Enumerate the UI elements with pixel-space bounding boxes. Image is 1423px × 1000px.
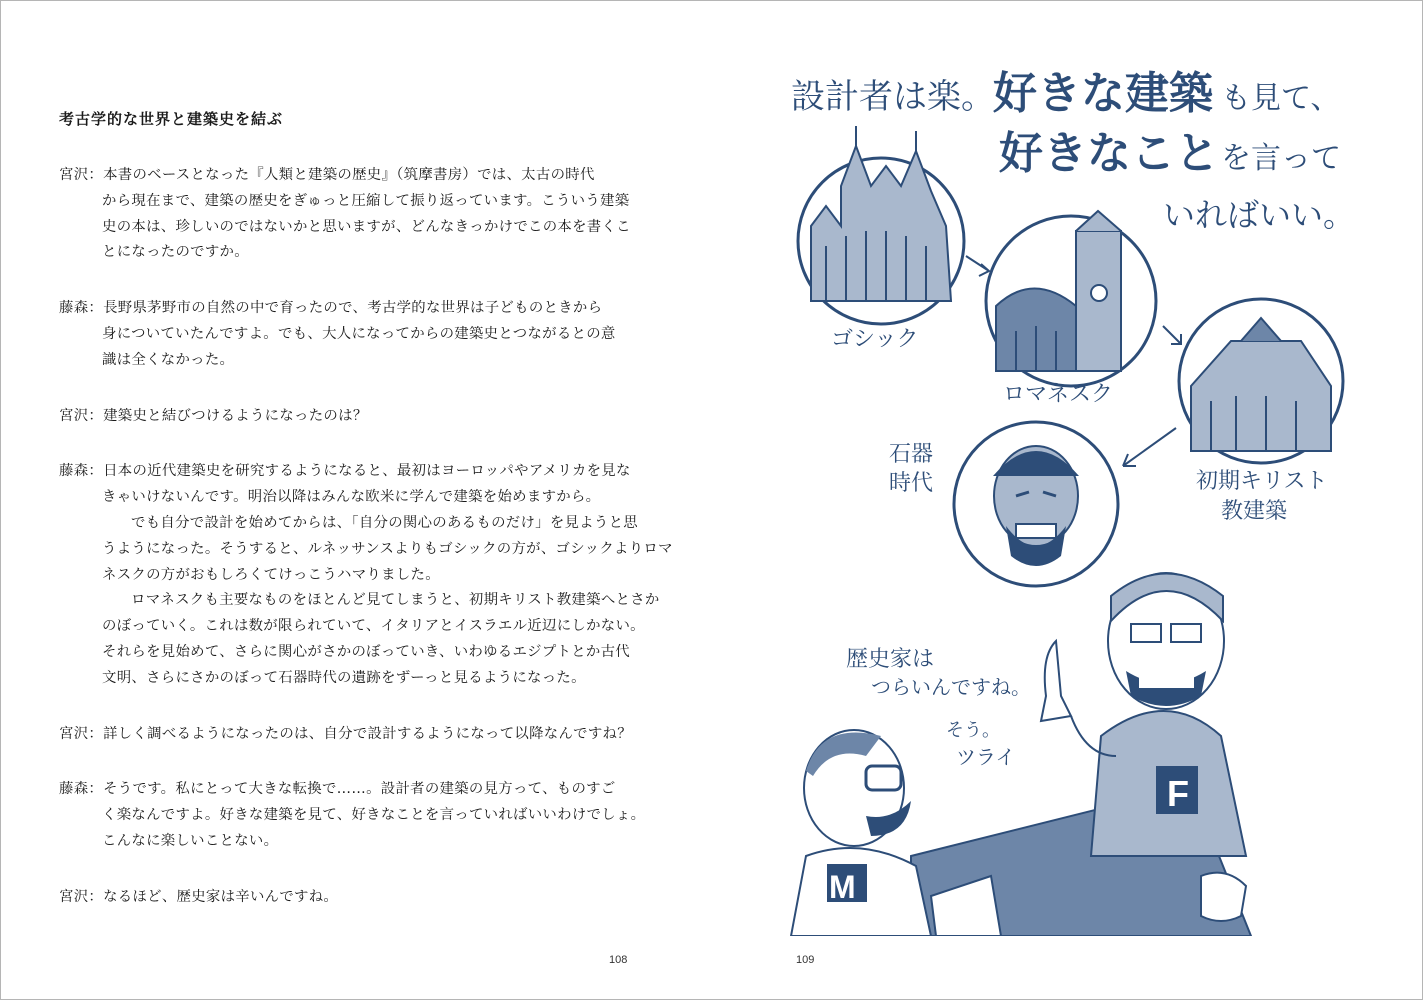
text-line: うようになった。そうすると、ルネッサンスよりもゴシックの方が、ゴシックよりロマ (102, 540, 673, 557)
fujimori-figure (1041, 573, 1246, 856)
tea-cup-icon (1201, 873, 1246, 921)
label-romanesque: ロマネスク (1003, 382, 1114, 407)
romanesque-church-icon (986, 211, 1156, 386)
text-line: から現在まで、建築の歴史をぎゅっと圧縮して振り返っています。こういう建築 (102, 192, 630, 209)
text-line: 宮沢：建築史と結びつけるようになったのは？ (59, 407, 368, 424)
dialogue-fujimori-2 (59, 459, 671, 691)
headline-tail-2: を言って (1221, 141, 1341, 176)
illustration (771, 56, 1371, 936)
label-early-christian-1: 初期キリスト (1196, 469, 1328, 494)
illustration-svg (771, 56, 1371, 936)
text-line: 宮沢：本書のベースとなった『人類と建築の歴史』（筑摩書房）では、太古の時代 (59, 167, 595, 183)
text-line: 史の本は、珍しいのではないかと思いますが、どんなきっかけでこの本を書くこ (102, 218, 631, 235)
headline-line-3: いればいい。 (1163, 196, 1356, 234)
dialogue-miyazawa-2 (59, 404, 671, 430)
text-line: 宮沢：なるほど、歴史家は辛いんですね。 (59, 888, 339, 905)
dialogue-miyazawa-4 (59, 885, 671, 911)
dialogue-miyazawa-1 (59, 163, 671, 266)
label-gothic: ゴシック (831, 327, 919, 352)
shirt-letter-f: F (1167, 773, 1189, 814)
text-line: 宮沢：詳しく調べるようになったのは、自分で設計するようになって以降なんですね？ (59, 725, 632, 742)
label-stone-age-1: 石器 (889, 442, 934, 467)
text-line: 身についていたんですよ。でも、大人になってからの建築史とつながるとの意 (102, 325, 616, 342)
headline-tail-1: も見て、 (1221, 81, 1341, 116)
gothic-cathedral-icon (798, 126, 964, 324)
text-line: 識は全くなかった。 (102, 351, 235, 368)
shirt-letter-m: M (829, 869, 856, 905)
dialogue-miyazawa-3 (59, 722, 671, 748)
text-line: それらを見始めて、さらに関心がさかのぼっていき、いわゆるエジプトとか古代 (102, 643, 631, 660)
dialogue-fujimori-3 (59, 777, 671, 854)
stone-age-man-icon (954, 422, 1118, 586)
speech-historian-1: 歴史家は (846, 647, 935, 672)
text-line: 藤森：長野県茅野市の自然の中で育ったので、考古学的な世界は子どものときから (59, 300, 603, 317)
text-line: こんなに楽しいことない。 (102, 832, 279, 849)
speech-reply-1: そう。 (946, 720, 1000, 741)
label-stone-age-2: 時代 (889, 471, 934, 496)
arrow-icon (1163, 326, 1181, 344)
text-line: でも自分で設計を始めてからは、「自分の関心のあるものだけ」を見ようと思 (131, 514, 638, 531)
headline-big-2: 好きなこと (999, 128, 1219, 179)
speech-historian-2: つらいんですね。 (871, 675, 1031, 699)
text-line: ネスクの方がおもしろくてけっこうハマりました。 (102, 566, 440, 583)
text-line: ロマネスクも主要なものをほとんど見てしまうと、初期キリスト教建築へとさか (131, 592, 660, 609)
text-line: のぼっていく。これは数が限られていて、イタリアとイスラエル近辺にしかない。 (102, 618, 645, 635)
label-early-christian-2: 教建築 (1221, 499, 1288, 524)
text-line: とになったのですか。 (102, 244, 249, 261)
headline-big-1: 好きな建築 (993, 68, 1213, 119)
text-line: く楽なんですよ。好きな建築を見て、好きなことを言っていればいいわけでしょ。 (102, 807, 646, 824)
left-page (59, 109, 671, 941)
early-christian-basilica-icon (1179, 299, 1343, 463)
text-line: 文明、さらにさかのぼって石器時代の遺跡をずーっと見るようになった。 (102, 669, 586, 686)
page-number-right: 109 (796, 954, 815, 966)
arrow-icon (966, 256, 989, 276)
speech-reply-2: ツライ (956, 745, 1016, 769)
text-line: 藤森：そうです。私にとって大きな転換で……。設計者の建築の見方って、ものすご (59, 781, 616, 798)
page-number-left: 108 (609, 954, 628, 966)
text-line: きゃいけないんです。明治以降はみんな欧米に学んで建築を始めますから。 (102, 489, 601, 506)
dialogue-fujimori-1 (59, 296, 671, 373)
text-line: 藤森：日本の近代建築史を研究するようになると、最初はヨーロッパやアメリカを見な (59, 463, 631, 480)
thumbs-up-hand-icon (1041, 641, 1071, 721)
section-title: 考古学的な世界と建築史を結ぶ (59, 110, 284, 128)
arrow-icon (1123, 428, 1176, 466)
headline-small-1: 設計者は楽。 (791, 77, 995, 117)
